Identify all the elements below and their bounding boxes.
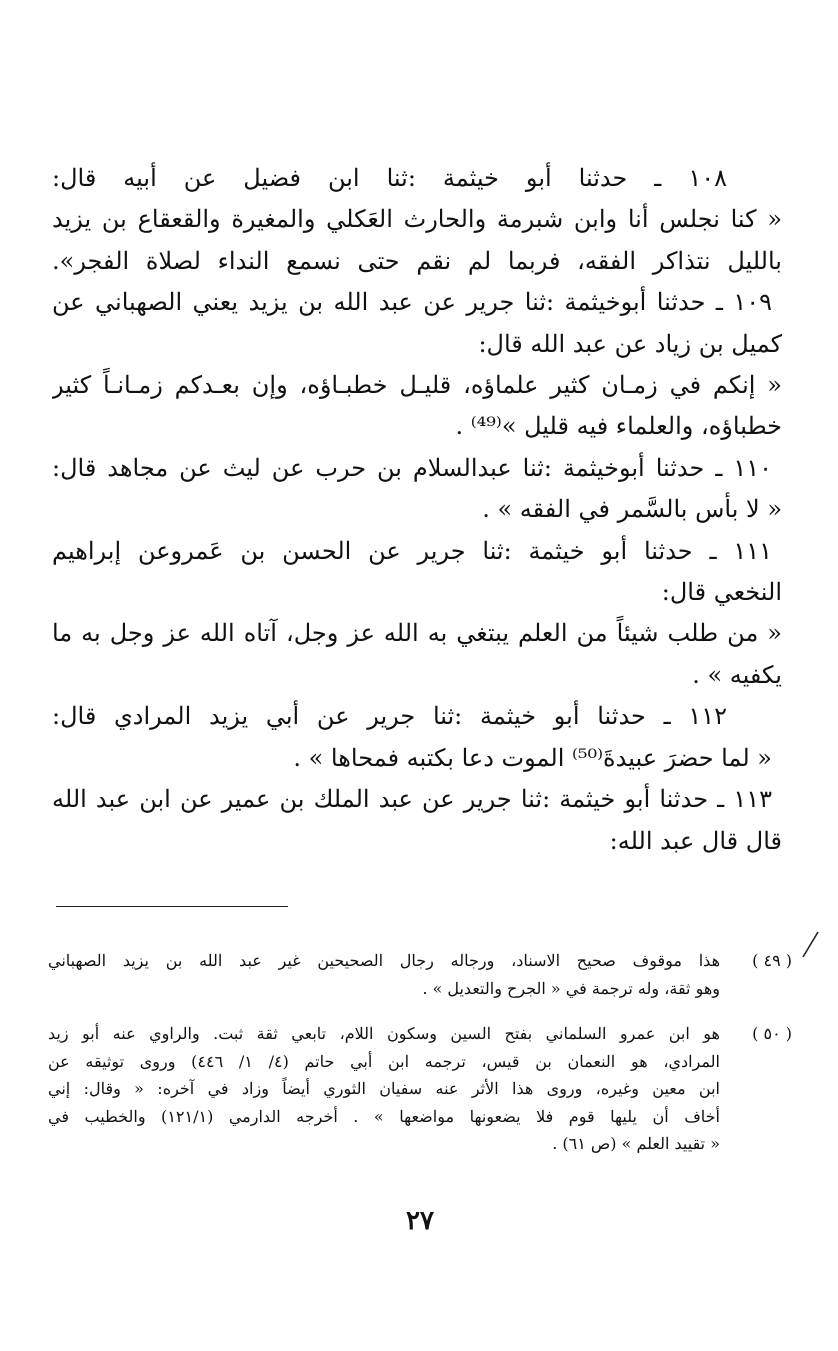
pen-mark-icon <box>800 930 820 960</box>
text-line: « لما حضرَ عبيدةَ⁽⁵⁰⁾ الموت دعا بكتبه فمحاها » . <box>293 743 772 772</box>
text-line: ١١٠ ـ حدثنا أبوخيثمة :ثنا عبدالسلام بن حرب عن ليث عن مجاهد قال: <box>52 453 772 482</box>
text-line: « إنكم في زمـان كثير علماؤه، قليـل خطبـاؤه، وإن بعـدكم زمـانـاً كثير <box>52 371 782 400</box>
text-line: كميل بن زياد عن عبد الله قال: <box>478 329 782 358</box>
main-text <box>52 158 782 862</box>
text-line: ١٠٨ ـ حدثنا أبو خيثمة :ثنا ابن فضيل عن أبيه قال: <box>52 164 727 192</box>
footnote-line: « تقييد العلم » (ص ٦١) . <box>552 1134 720 1153</box>
text-line: ١٠٩ ـ حدثنا أبوخيثمة :ثنا جرير عن عبد الله بن يزيد يعني الصهباني عن <box>52 288 772 317</box>
footnote-number: ( ٤٩ ) <box>752 951 792 970</box>
footnote-line: هذا موقوف صحيح الاسناد، ورجاله رجال الصحيحين غير عبد الله بن يزيد الصهباني <box>48 951 720 970</box>
footnote-body <box>48 1020 720 1158</box>
text-line: بالليل نتذاكر الفقه، فربما لم نقم حتى نسمع النداء لصلاة الفجر». <box>52 246 782 275</box>
footnote-line: أخاف أن يليها قوم فلا يضعونها مواضعها » . أخرجه الدارمي (١٢١/١) والخطيب في <box>48 1106 720 1126</box>
text-line: خطباؤه، والعلماء فيه قليل »⁽⁴⁹⁾ . <box>455 412 782 441</box>
text-line: قال قال عبد الله: <box>609 826 782 855</box>
footnote-49 <box>48 947 792 1002</box>
footnote-line: وهو ثقة، وله ترجمة في « الجرح والتعديل » . <box>422 978 720 998</box>
page-number: ٢٧ <box>406 1206 434 1236</box>
footnote-number: ( ٥٠ ) <box>752 1024 792 1043</box>
text-line: « من طلب شيئاً من العلم يبتغي به الله عز وجل، آتاه الله عز وجل به ما <box>52 619 782 648</box>
text-line: ١١٢ ـ حدثنا أبو خيثمة :ثنا جرير عن أبي يزيد المرادي قال: <box>52 702 727 731</box>
text-line: النخعي قال: <box>661 578 782 607</box>
footnote-line: ابن معين وغيره، وروى هذا الأثر عنه سفيان الثوري أيضاً وزاد في آخره: « وقال: إني <box>48 1079 720 1098</box>
footnote-line: المرادي، هو النعمان بن قيس، ترجمه ابن أبي حاتم (٤/ ١/ ٤٤٦) وروى توثيقه عن <box>48 1051 720 1071</box>
text-line: « كنا نجلس أنا وابن شبرمة والحارث العَكلي والمغيرة والقعقاع بن يزيد <box>52 205 782 234</box>
text-line: يكفيه » . <box>692 660 782 689</box>
text-line: ١١٣ ـ حدثنا أبو خيثمة :ثنا جرير عن عبد الملك بن عمير عن ابن عبد الله <box>52 785 772 814</box>
text-line: ١١١ ـ حدثنا أبو خيثمة :ثنا جرير عن الحسن بن عَمروعن إبراهيم <box>52 536 772 565</box>
footnote-separator <box>56 906 288 907</box>
footnote-line: هو ابن عمرو السلماني بفتح السين وسكون اللام، تابعي ثقة ثبت. والراوي عنه أبو زيد <box>48 1024 720 1043</box>
footnote-body <box>48 947 720 1002</box>
text-line: « لا بأس بالسَّمر في الفقه » . <box>482 495 782 524</box>
footnote-50 <box>48 1020 792 1158</box>
